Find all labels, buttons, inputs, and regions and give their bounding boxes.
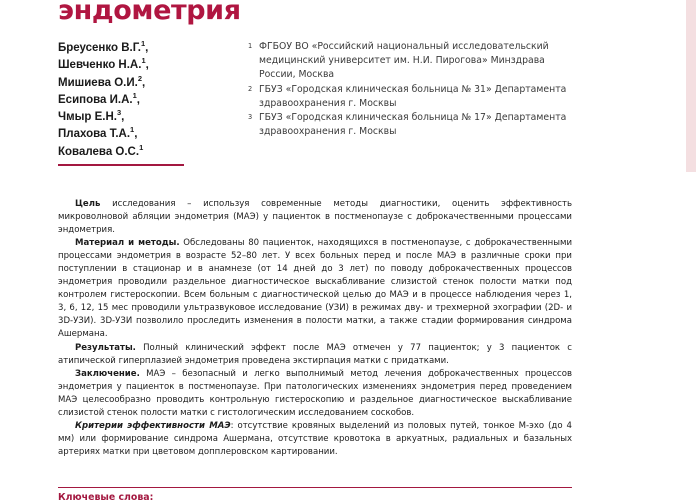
affiliation-item [248, 40, 578, 83]
affiliation-text: ГБУЗ «Городская клиническая больница № 17» Департамента здравоохранения г. Москвы [259, 112, 567, 138]
affiliation-item [248, 83, 578, 111]
abstract-paragraph-results [58, 342, 572, 368]
author-affiliation-marker: 1 [132, 91, 137, 101]
keywords-divider [58, 487, 572, 488]
author-item [58, 144, 233, 161]
author-item: Бреусенко В.Г.$^1$, [58, 39, 149, 54]
author-item: Плахова Т.А.$^1$, [58, 125, 138, 141]
abstract-label-conclusion: Заключение. [75, 368, 140, 379]
edge-accent-stripe [686, 0, 696, 172]
author-affiliation-marker: 1 [130, 125, 135, 135]
author-item: Есипова И.А.$^1$, [58, 91, 140, 106]
affiliation-text: ГБУЗ «Городская клиническая больница № 31» Департамента здравоохранения г. Москвы [259, 83, 567, 109]
abstract-label-results: Результаты. [75, 342, 136, 353]
abstract-label-methods: Материал и методы. [75, 238, 180, 249]
author-block-rule [58, 164, 184, 166]
affiliation-marker: 2 [248, 84, 253, 93]
page-title: эндометрия [58, 0, 241, 26]
author-affiliation-marker: 1 [139, 142, 144, 152]
abstract-text-criteria: : отсутствие кровяных выделений из половых путей, тонкое М-эхо (до 4 мм) или формирование синдрома Ашермана, отсутствие кровотока в аркуатных, радиальных и базальных артериях матки при цветовом допплеровском картировании. [58, 420, 572, 457]
abstract-text-methods: Обследованы 80 пациенток, находящихся в постменопаузе, с доброкачественными процессами эндометрия в возрасте 52–80 лет. У всех больных перед и после МАЭ в различные сроки при поступлении в стационар и в анамнезе (от 14 дней до 3 лет) по поводу доброкачественных процессов эндометрия проводили раздельное диагностическое выскабливание слизистой стенок полости матки под контролем гистероскопии. Всем больным с диагностической целью до МАЭ и в процессе наблюдения через 1, 3, 6, 12, 15 мес проводили ультразвуковое исследование (УЗИ) в режимах дву- и трехмерной эхографии (2D- и 3D-УЗИ). 3D-УЗИ позволило проследить изменения в полости матки, а также стадии формирования синдрома Ашермана. [58, 238, 572, 340]
abstract-paragraph-criteria [58, 420, 572, 459]
abstract-text-aim: исследования – используя современные методы диагностики, оценить эффективность микроволновой абляции эндометрия (МАЭ) у пациенток в постменопаузе с доброкачественными процессами эндометрия. [58, 199, 572, 236]
abstract-text-conclusion: МАЭ – безопасный и легко выполнимый метод лечения доброкачественных процессов эндометрия у пациенток в постменопаузе. При патологических изменениях эндометрия перед проведением МАЭ целесообразно проводить контрольную гистероскопию и раздельное диагностическое выскабливание слизистой стенок полости матки с гистологическим исследованием соскобов. [58, 368, 572, 418]
keywords-heading: Ключевые слова: [58, 492, 154, 503]
author-name: Есипова И.А. [58, 93, 133, 106]
author-name: Плахова Т.А. [58, 128, 131, 141]
abstract-body [58, 198, 572, 459]
affiliation-item [248, 111, 578, 139]
abstract-paragraph-aim [58, 198, 572, 237]
affiliation-marker: 3 [248, 113, 253, 122]
author-name: Шевченко Н.А. [58, 59, 142, 72]
author-list [58, 40, 233, 166]
author-affiliation-marker: 1 [140, 39, 146, 49]
author-item: Мишиева О.И.$^2$, [58, 73, 146, 89]
abstract-label-criteria: Критерии эффективности МАЭ [75, 420, 231, 431]
author-item: Чмыр Е.Н.$^3$, [58, 108, 125, 124]
author-name: Чмыр Е.Н. [58, 111, 117, 124]
abstract-paragraph-methods [58, 237, 572, 341]
affiliation-list [248, 40, 578, 139]
author-affiliation-marker: 2 [137, 73, 142, 83]
author-affiliation-marker: 3 [117, 108, 122, 118]
abstract-label-aim: Цель [75, 199, 101, 209]
affiliation-marker: 1 [248, 42, 253, 50]
abstract-text-results: Полный клинический эффект после МАЭ отмечен у 77 пациенток; у 3 пациенток с атипической гиперплазией эндометрия проведена экстирпация матки с придатками. [58, 342, 572, 366]
author-item: Шевченко Н.А.$^1$, [58, 56, 149, 72]
abstract-paragraph-conclusion [58, 368, 572, 420]
author-name: Мишиева О.И. [58, 76, 138, 89]
author-affiliation-marker: 1 [141, 56, 146, 66]
affiliation-text: ФГБОУ ВО «Российский национальный исследовательский медицинский университет им. Н.И. Пирогова» Минздрава России, Москва [259, 41, 549, 81]
author-name: Ковалева О.С. [58, 145, 140, 158]
author-name: Бреусенко В.Г. [58, 42, 141, 54]
